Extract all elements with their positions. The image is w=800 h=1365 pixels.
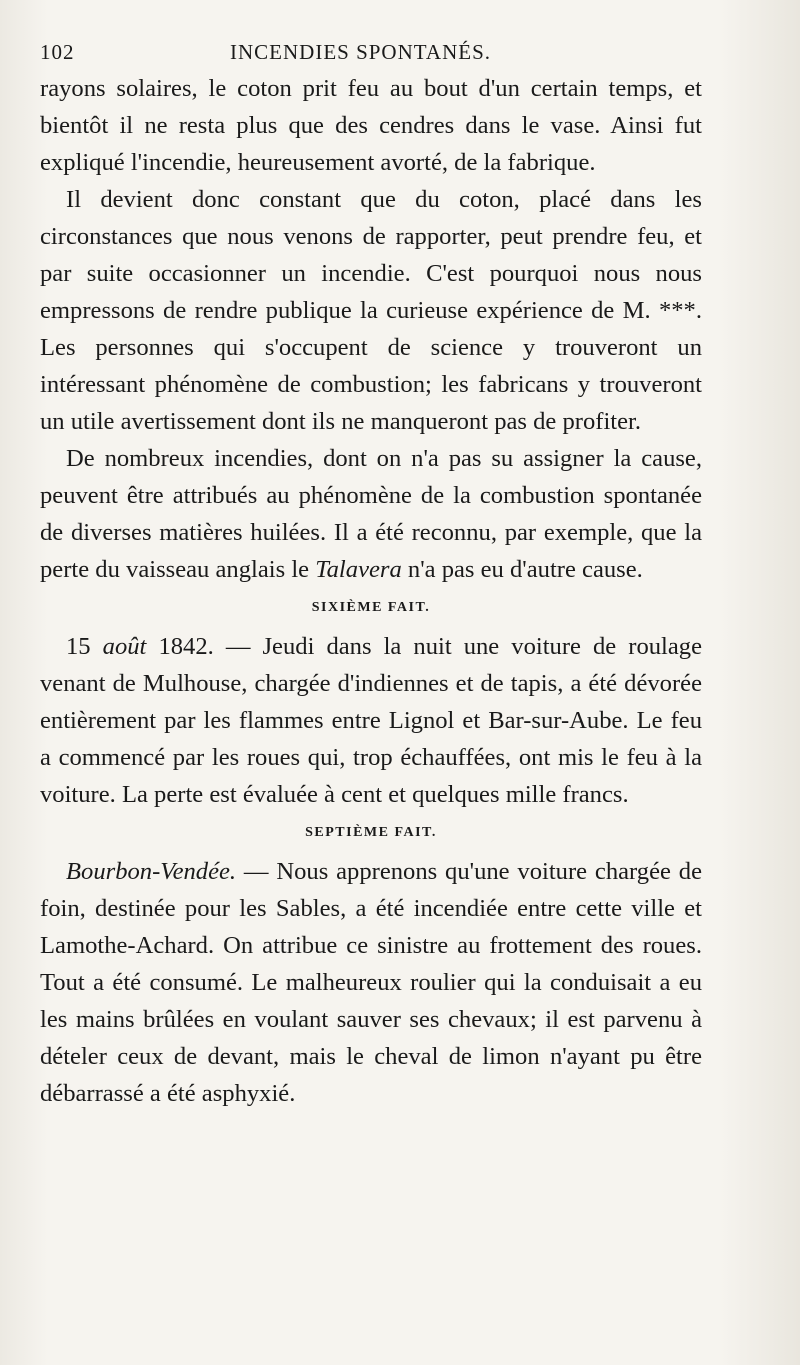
seventh-fact-text: — Nous apprenons qu'une voiture chargée de foin, destinée pour les Sables, a été incendiée entre cette ville et Lamothe-Achard. On attribue ce sinistre au frottement des roues. Tout a été consumé. Le malheureux roulier qui la conduisait a eu les mains brûlées en voulant sauver ses chevaux; il est parvenu à dételer ceux de devant, mais le cheval de limon n'ayant pu être débarrassé a été asphyxié. xyxy=(40,858,702,1107)
section-heading-seventh: SEPTIÈME FAIT. xyxy=(305,825,437,840)
section-heading-sixth: SIXIÈME FAIT. xyxy=(311,600,431,615)
sixth-fact-text: 1842. — Jeudi dans la nuit une voiture de roulage venant de Mulhouse, chargée d'indiennes et de tapis, a été dévorée entièrement par les flammes entre Lignol et Bar-sur-Aube. Le feu a commencé par les roues qui, trop échauffées, ont mis le feu à la voiture. La perte est évaluée à cent et quelques mille francs. xyxy=(40,633,702,808)
paragraph-sixth-fact xyxy=(40,628,702,813)
date-day: 15 xyxy=(66,633,103,660)
paragraph-oily-matters-end: n'a pas eu d'autre cause. xyxy=(401,556,643,583)
running-title: INCENDIES SPONTANÉS. xyxy=(230,40,491,64)
paragraph-oily-matters xyxy=(40,440,702,588)
paragraph-continued: rayons solaires, le coton prit feu au bout d'un certain temps, et bientôt il ne resta plus que des cendres dans le vase. Ainsi fut expliqué l'incendie, heureusement avorté, de la fabrique. xyxy=(40,75,702,176)
running-head xyxy=(40,34,702,70)
place-name: Bourbon-Vendée. xyxy=(66,858,237,885)
date-month: août xyxy=(102,633,147,660)
page-number: 102 xyxy=(40,40,75,64)
ship-name: Talavera xyxy=(315,556,402,583)
paragraph-seventh-fact xyxy=(40,853,702,1112)
paragraph-oily-matters-text: De nombreux incendies, dont on n'a pas su assigner la cause, peuvent être attribués au phénomène de la combustion spontanée de diverses matières huilées. Il a été reconnu, par exemple, que la perte du vaisseau anglais le xyxy=(40,445,702,583)
paragraph-cotton: Il devient donc constant que du coton, placé dans les circonstances que nous venons de rapporter, peut prendre feu, et par suite occasionner un incendie. C'est pourquoi nous nous empressons de rendre publique la curieuse expérience de M. ***. Les personnes qui s'occupent de science y trouveront un intéressant phénomène de combustion; les fabricans y trouveront un utile avertissement dont ils ne manqueront pas de profiter. xyxy=(40,186,702,435)
